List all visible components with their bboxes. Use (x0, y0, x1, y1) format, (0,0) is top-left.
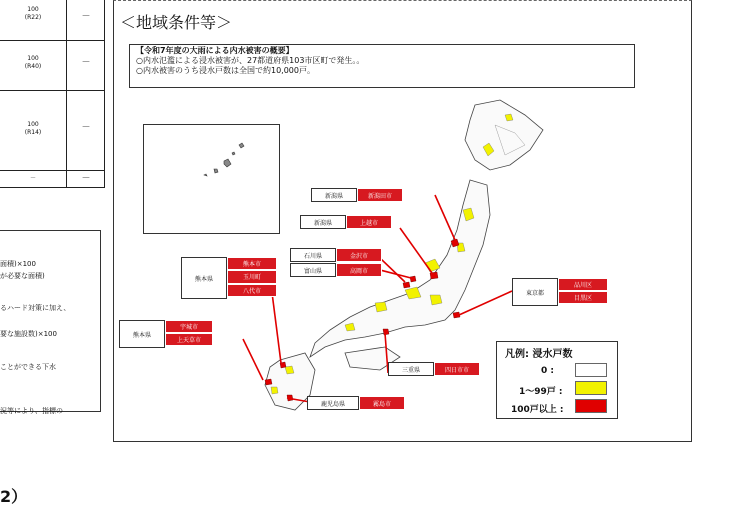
table-row (0, 40, 104, 91)
prefecture-label (300, 215, 392, 229)
summary-line: ○内水被害のうち浸水戸数は全国で約10,000戸。 (136, 66, 315, 75)
table-cell-value: 100 (27, 121, 39, 128)
legend-label: 1～99戸 : (519, 387, 563, 397)
city-name: 四日市市 (434, 362, 480, 376)
city-name: 高岡市 (336, 263, 382, 277)
table-cell-value: 100 (27, 55, 39, 62)
legend-swatch-high (575, 399, 607, 413)
summary-line: ○内水氾濫による浸水被害が、27都道府県103市区町で発生。。 (136, 56, 365, 65)
city-name: 霧島市 (359, 396, 405, 410)
left-table (0, 0, 105, 188)
note-line: 面積)×100 (0, 260, 36, 268)
city-name: 上天草市 (165, 333, 213, 346)
table-cell-value: 100 (27, 6, 39, 13)
table-row (0, 170, 104, 188)
prefecture-label (119, 320, 213, 346)
map-legend (496, 341, 618, 419)
prefecture-label (181, 257, 277, 297)
table-cell-sub: (R22) (24, 14, 42, 21)
summary-box (129, 44, 635, 88)
legend-label: 100戸以上 : (511, 405, 564, 415)
prefecture-name: 新潟県 (300, 215, 346, 229)
panel-title: ＜地域条件等＞ (120, 13, 233, 32)
legend-swatch-low (575, 381, 607, 395)
table-cell-dash: － (66, 0, 105, 40)
prefecture-name: 熊本県 (119, 320, 165, 348)
section-number: 2） (0, 487, 28, 506)
table-cell-dash: － (66, 41, 105, 91)
table-cell-dash: － (66, 91, 105, 171)
prefecture-label (512, 278, 608, 304)
table-cell-sub: － (29, 175, 36, 182)
prefecture-name: 鹿児島県 (307, 396, 359, 410)
legend-swatch-none (575, 363, 607, 377)
city-name: 八代市 (227, 284, 277, 297)
prefecture-name: 熊本県 (181, 257, 227, 299)
note-line: 要な施設数)×100 (0, 330, 57, 338)
city-name: 金沢市 (336, 248, 382, 262)
summary-heading: 【令和7年度の大雨による内水被害の概要】 (136, 46, 294, 55)
legend-label: 0 : (541, 366, 554, 376)
table-cell-sub: (R14) (24, 129, 42, 136)
table-row (0, 0, 104, 40)
prefecture-label (290, 263, 382, 277)
prefecture-label (307, 396, 405, 410)
prefecture-label (290, 248, 382, 262)
city-name: 上越市 (346, 215, 392, 229)
note-line: るハード対策に加え、 (0, 304, 71, 312)
prefecture-label (311, 188, 403, 202)
table-row (0, 90, 104, 171)
city-name: 宇城市 (165, 320, 213, 333)
table-cell-sub: (R40) (24, 63, 42, 70)
prefecture-name: 富山県 (290, 263, 336, 277)
note-line: 況等により、指標の (0, 407, 63, 415)
note-line: が必要な面積) (0, 272, 45, 280)
city-name: 新潟田市 (357, 188, 403, 202)
note-line: ことができる下水 (0, 363, 56, 371)
prefecture-name: 三重県 (388, 362, 434, 376)
table-cell-dash: － (66, 171, 105, 188)
city-name: 目黒区 (558, 291, 608, 304)
prefecture-name: 新潟県 (311, 188, 357, 202)
prefecture-name: 石川県 (290, 248, 336, 262)
prefecture-label (388, 362, 480, 376)
city-name: 熊本市 (227, 257, 277, 270)
city-name: 玉川町 (227, 270, 277, 283)
formula-note-box (0, 230, 101, 415)
prefecture-name: 東京都 (512, 278, 558, 306)
legend-title: 凡例: 浸水戸数 (505, 349, 573, 360)
city-name: 品川区 (558, 278, 608, 291)
